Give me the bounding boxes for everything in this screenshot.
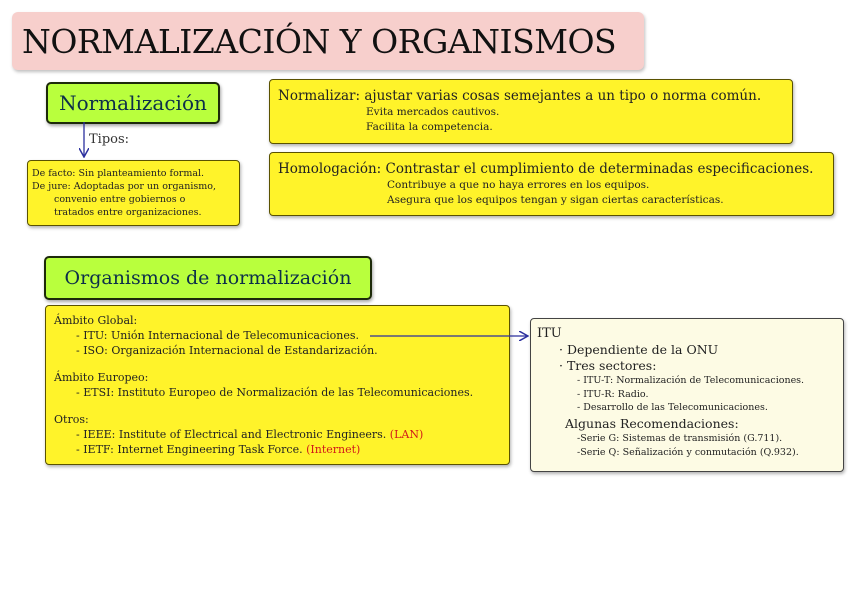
otros-ieee-tag: (LAN) bbox=[389, 428, 424, 441]
normalizar-heading: Normalizar: ajustar varias cosas semejantes a un tipo o norma común. bbox=[278, 88, 762, 104]
tipo-de-jure-2: convenio entre gobiernos o bbox=[54, 194, 186, 205]
page-title: NORMALIZACIÓN Y ORGANISMOS bbox=[22, 21, 617, 61]
homologacion-item-1: Contribuye a que no haya errores en los equipos. bbox=[387, 179, 650, 191]
normalizar-item-2: Facilita la competencia. bbox=[366, 121, 493, 133]
itu-sector-2: - ITU-R: Radio. bbox=[577, 388, 649, 400]
otros-ietf-tag: (Internet) bbox=[306, 443, 361, 456]
homologacion-heading: Homologación: Contrastar el cumplimiento de determinadas especificaciones. bbox=[278, 161, 814, 177]
itu-sectores: · Tres sectores: bbox=[559, 358, 657, 373]
homologacion-item-2: Asegura que los equipos tengan y sigan ciertas características. bbox=[387, 194, 724, 206]
tipo-de-jure-1: De jure: Adoptadas por un organismo, bbox=[32, 181, 216, 192]
normalizacion-label: Normalización bbox=[59, 91, 207, 115]
normalizar-item-1: Evita mercados cautivos. bbox=[366, 106, 500, 118]
itu-recomendaciones: Algunas Recomendaciones: bbox=[565, 415, 739, 431]
europeo-etsi: - ETSI: Instituto Europeo de Normalización de las Telecomunicaciones. bbox=[76, 386, 474, 399]
global-heading: Ámbito Global: bbox=[54, 314, 138, 327]
otros-ieee-text: - IEEE: Institute of Electrical and Electronic Engineers. bbox=[76, 428, 387, 441]
tipo-de-facto: De facto: Sin planteamiento formal. bbox=[32, 168, 205, 179]
tipo-de-jure-3: tratados entre organizaciones. bbox=[54, 207, 202, 218]
global-iso: - ISO: Organización Internacional de Estandarización. bbox=[76, 344, 378, 357]
organismos-label: Organismos de normalización bbox=[64, 267, 352, 289]
itu-heading: ITU bbox=[537, 326, 562, 341]
europeo-heading: Ámbito Europeo: bbox=[54, 371, 149, 384]
global-itu: - ITU: Unión Internacional de Telecomunicaciones. bbox=[76, 329, 359, 342]
itu-sector-3: - Desarrollo de las Telecomunicaciones. bbox=[577, 402, 768, 413]
itu-serie-q: -Serie Q: Señalización y conmutación (Q.932). bbox=[577, 446, 799, 458]
itu-serie-g: -Serie G: Sistemas de transmisión (G.711). bbox=[577, 432, 783, 444]
itu-sector-1: - ITU-T: Normalización de Telecomunicaciones. bbox=[577, 375, 805, 386]
otros-ietf-text: - IETF: Internet Engineering Task Force. bbox=[76, 443, 303, 456]
tipos-label: Tipos: bbox=[89, 132, 130, 147]
itu-dependiente: · Dependiente de la ONU bbox=[559, 342, 719, 357]
otros-heading: Otros: bbox=[54, 413, 89, 426]
